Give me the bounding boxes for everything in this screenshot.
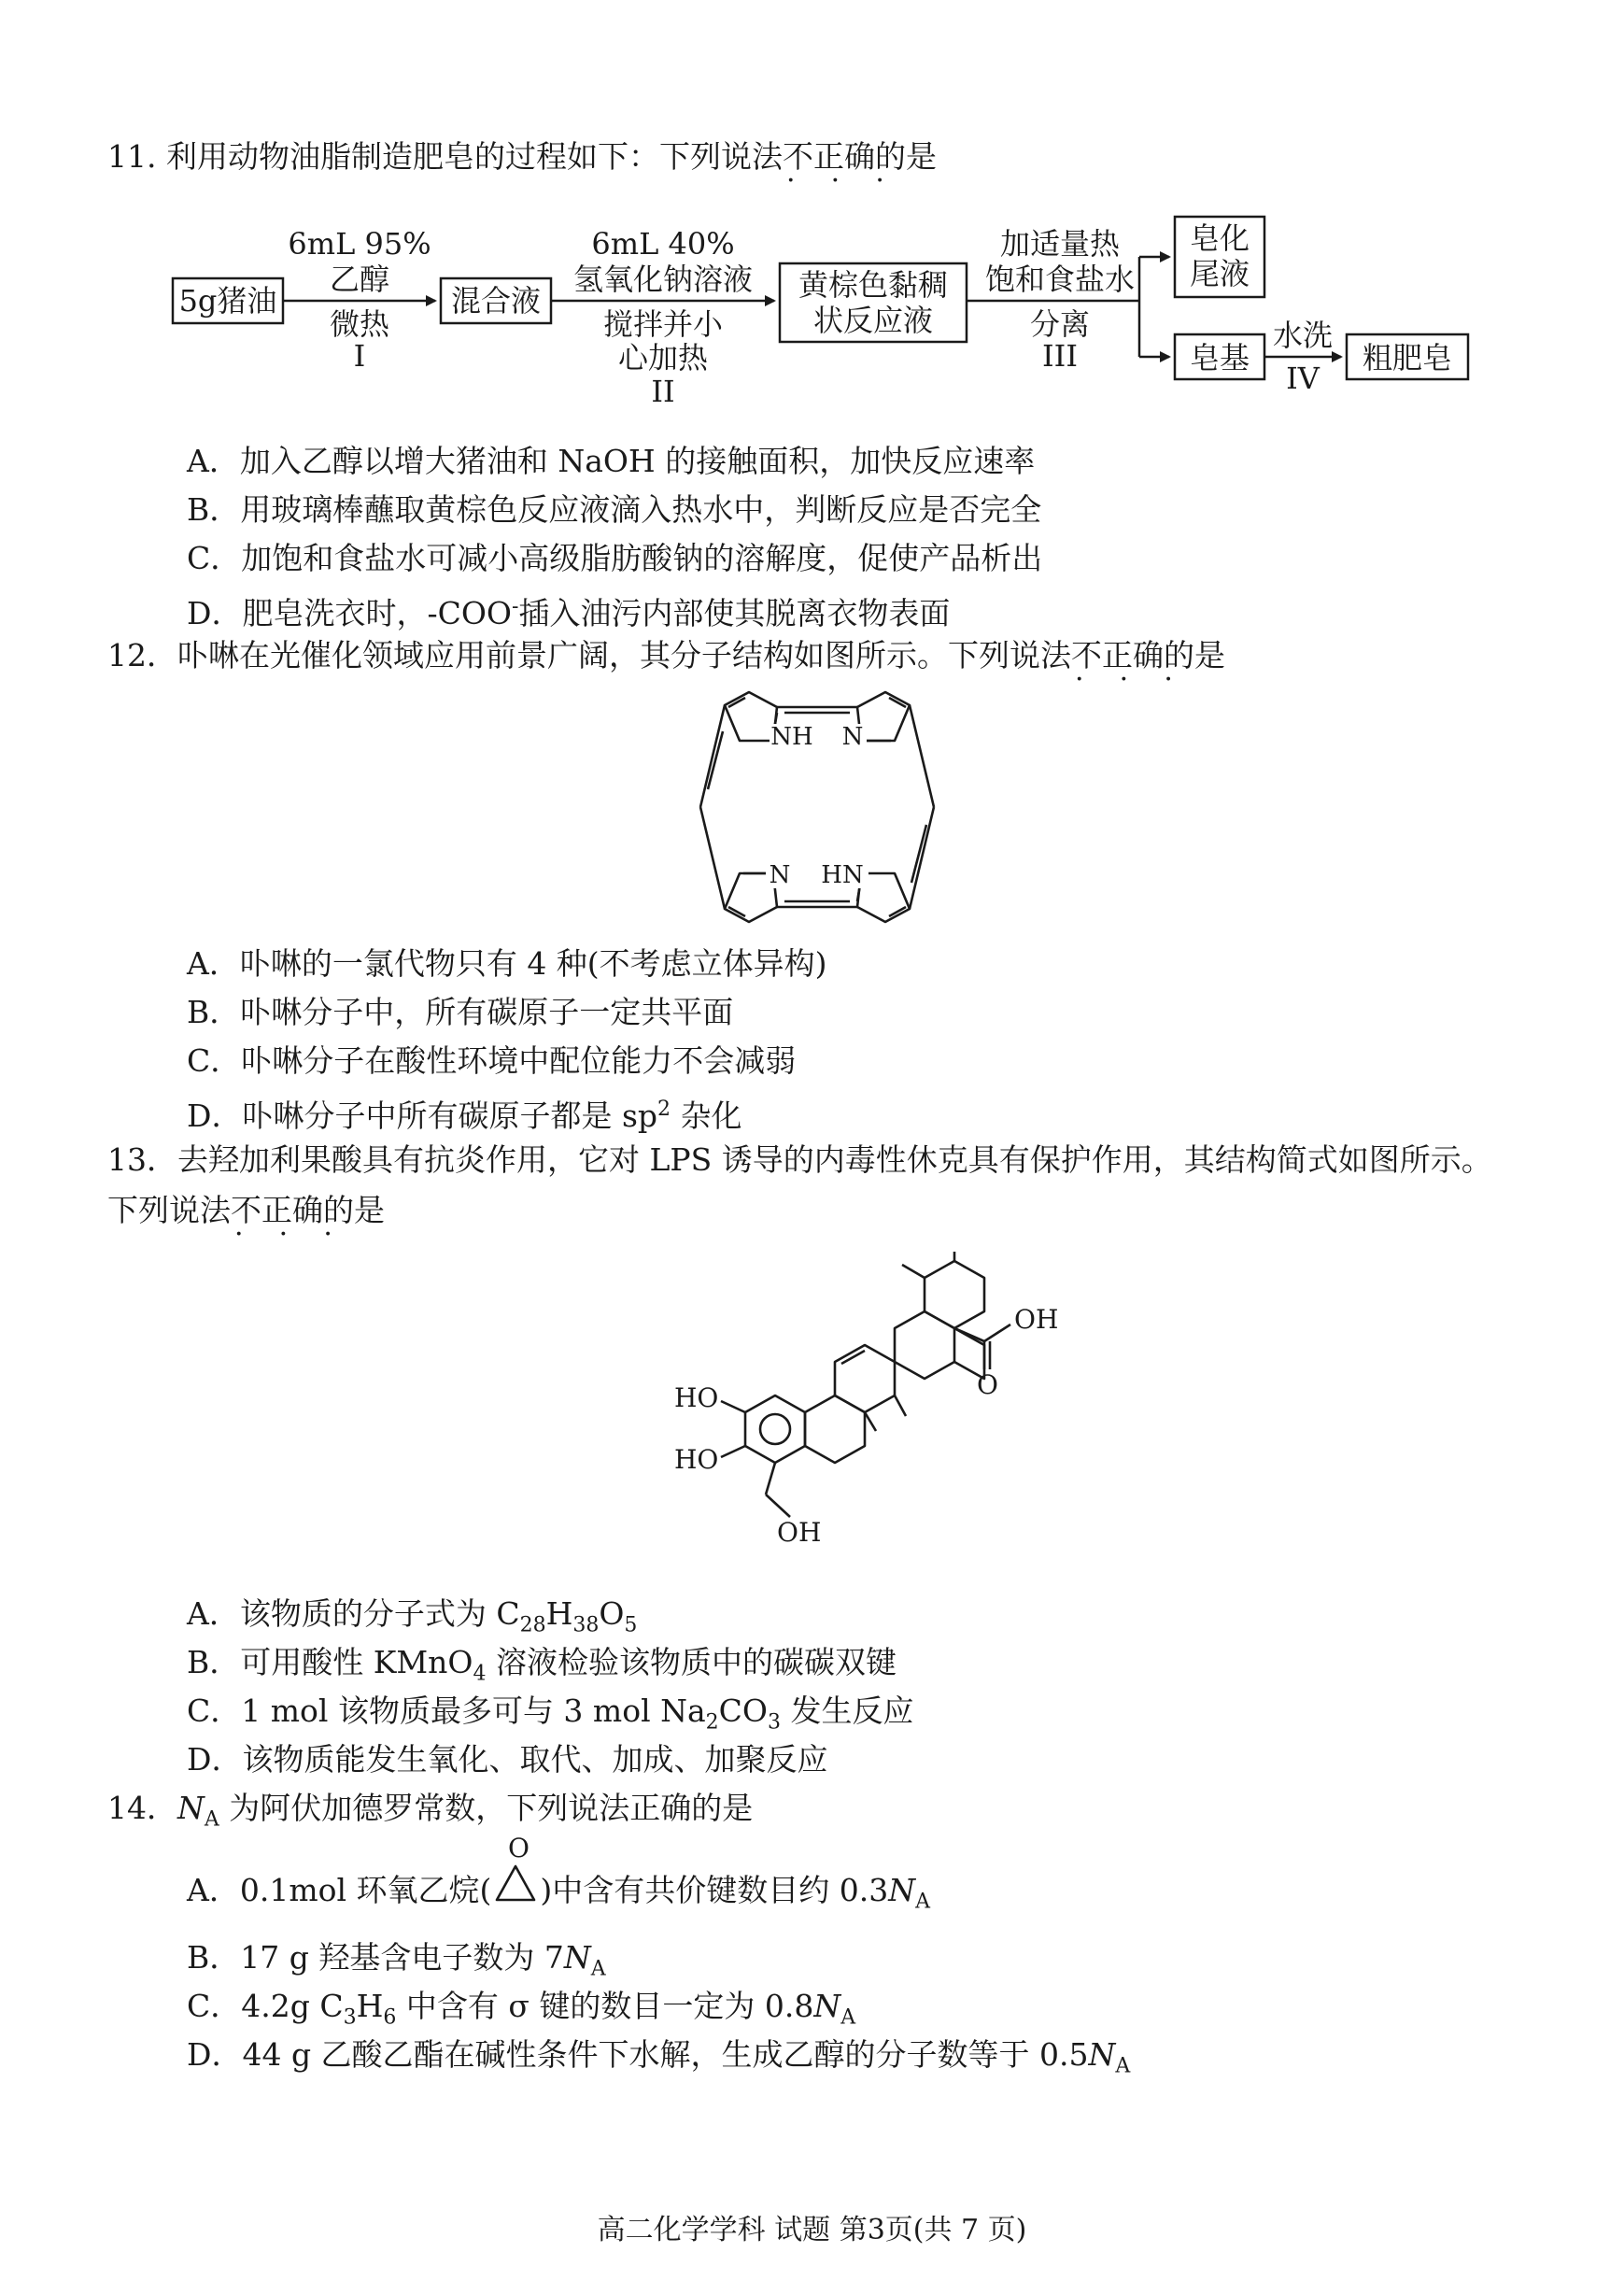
porphyrin-n-label-1: N [841,723,864,751]
q13-stem-line1: 13．去羟加利果酸具有抗炎作用，它对 LPS 诱导的内毒性休克具有保护作用，其结构简式如图所示。 [107,1141,1492,1178]
flow-step1-bottom1: 微热 [329,306,390,342]
flow-reaction-box-line2: 状反应液 [812,303,934,338]
flow-step4-bottom: IV [1286,361,1320,396]
flow-step3-bottom1: 分离 [1029,306,1091,342]
porphyrin-hn-label: HN [821,861,864,889]
q13-option-d: D．该物质能发生氧化、取代、加成、加聚反应 [187,1741,828,1778]
flow-mixture-box: 混合液 [450,283,542,319]
q13-emphasis: 不正确 [231,1192,323,1228]
flow-step1-top1: 6mL 95% [288,226,431,262]
flow-step3-top1: 加适量热 [999,226,1121,262]
flow-step2-bottom3: II [651,374,675,409]
porphyrin-n-label-2: N [769,861,791,889]
phenol-ho-label-1: HO [674,1382,719,1413]
q14-option-c: C．4.2g $C_3H_6$ 中含有 σ 键的数目一定为 $0.8N_A$ [187,1988,856,2030]
flow-step1-top2: 乙醇 [329,262,390,297]
q12-option-b: B．卟啉分子中，所有碳原子一定共平面 [187,994,734,1030]
q14-stem: 14．$N_A$ 为阿伏加德罗常数，下列说法正确的是 [107,1790,754,1832]
q14-option-a: A．0.1mol 环氧乙烷( O )中含有共价键数目约 $0.3N_A$ [187,1833,931,1914]
q11-option-d: D．肥皂洗衣时，-COO-插入油污内部使其脱离衣物表面 [187,595,951,631]
flow-step2-top2: 氢氧化钠溶液 [572,262,754,297]
deoxy-gallic-acid-structure [672,1252,1111,1588]
q12-option-a: A．卟啉的一氯代物只有 4 种(不考虑立体异构) [187,945,827,982]
flow-start-box: 5g猪油 [178,283,277,319]
flow-reaction-box-line1: 黄棕色黏稠 [798,267,949,303]
q11-option-a: A．加入乙醇以增大猪油和 NaOH 的接触面积，加快反应速率 [187,443,1036,479]
carbonyl-o-label: O [977,1369,998,1400]
q11-option-c: C．加饱和食盐水可减小高级脂肪酸钠的溶解度，促使产品析出 [187,540,1043,576]
flow-step2-top1: 6mL 40% [591,226,735,262]
svg-text:O: O [508,1833,530,1863]
q11-soap-process-flowchart [168,205,1494,430]
epoxide-icon [491,1833,540,1911]
flow-final-box: 粗肥皂 [1362,340,1453,375]
q13-option-b: B．可用酸性 KMnO$_4$ 溶液检验该物质中的碳碳双键 [187,1644,897,1686]
flow-step2-bottom1: 搅拌并小 [602,306,724,342]
q13-option-a: A．该物质的分子式为 $C_{28}H_{38}O_5$ [187,1595,638,1637]
q13-option-c: C．1 mol 该物质最多可与 3 mol $Na_2CO_3$ 发生反应 [187,1693,914,1735]
flow-step1-bottom2: I [353,338,366,374]
q11-option-b: B．用玻璃棒蘸取黄棕色反应液滴入热水中，判断反应是否完全 [187,491,1042,528]
q12-emphasis: 不正确 [1071,637,1164,673]
flow-step4-top: 水洗 [1272,318,1334,353]
hydroxymethyl-oh-label: OH [777,1517,822,1548]
q12-option-d: D．卟啉分子中所有碳原子都是 $sp^2$ 杂化 [187,1098,742,1134]
porphyrin-nh-label: NH [770,723,813,751]
q11-stem: 11. 利用动物油脂制造肥皂的过程如下：下列说法不正确的是 [107,136,937,177]
q13-stem-line2: 下列说法不正确的是 [107,1190,385,1231]
carboxyl-oh-label: OH [1014,1304,1059,1335]
flow-step2-bottom2: 心加热 [617,340,709,375]
flow-upper-box-line1: 皂化 [1189,220,1250,256]
phenol-ho-label-2: HO [674,1444,719,1475]
porphyrin-structure [691,687,943,929]
q12-stem: 12．卟啉在光催化领域应用前景广阔，其分子结构如图所示。下列说法不正确的是 [107,635,1225,676]
flow-step3-bottom2: III [1042,338,1078,374]
q14-option-d: D．44 g 乙酸乙酯在碱性条件下水解，生成乙醇的分子数等于 $0.5N_A$ [187,2036,1131,2078]
page-footer: 高二化学学科 试题 第3页(共 7 页) [597,2214,1027,2246]
q11-emphasis: 不正确 [782,138,875,175]
flow-step3-top2: 饱和食盐水 [984,262,1136,297]
flow-lower-box: 皂基 [1189,340,1250,375]
flow-upper-box-line2: 尾液 [1189,256,1250,291]
q14-option-b: B．17 g 羟基含电子数为 $7N_A$ [187,1939,606,1981]
q12-option-c: C．卟啉分子在酸性环境中配位能力不会减弱 [187,1042,797,1079]
